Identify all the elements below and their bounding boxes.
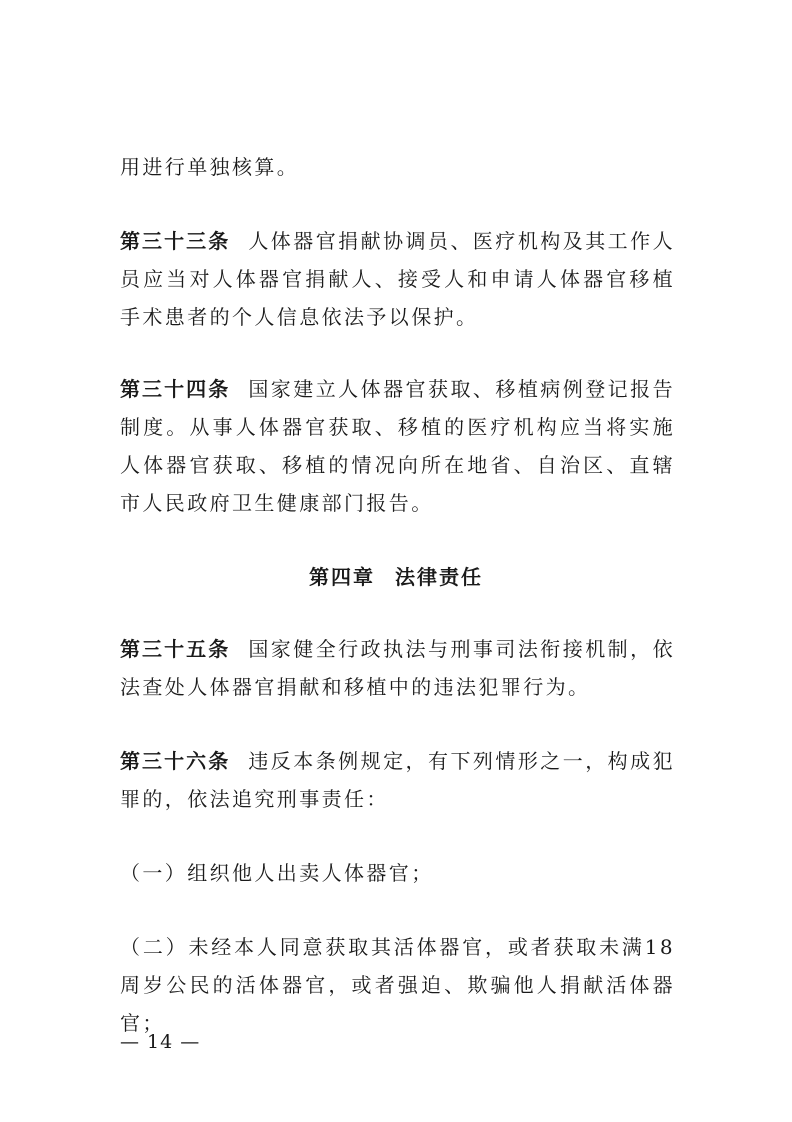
list-item-1 bbox=[120, 854, 675, 892]
article-title: 第三十六条 bbox=[120, 749, 231, 773]
list-item-2 bbox=[120, 928, 675, 1042]
paragraph-text: 用进行单独核算。 bbox=[120, 155, 300, 179]
article-text: 国家健全行政执法与刑事司法衔接机制，依法查处人体器官捐献和移植中的违法犯罪行为。 bbox=[120, 637, 676, 699]
list-item-text: （二）未经本人同意获取其活体器官，或者获取未满18周岁公民的活体器官，或者强迫、欺骗他人捐献活体器官； bbox=[120, 935, 675, 1035]
article-text: 违反本条例规定，有下列情形之一，构成犯罪的，依法追究刑事责任： bbox=[120, 749, 676, 811]
article-33 bbox=[120, 222, 675, 336]
article-title: 第三十五条 bbox=[120, 637, 231, 661]
article-35 bbox=[120, 630, 675, 706]
article-34 bbox=[120, 370, 675, 522]
article-title: 第三十四条 bbox=[120, 377, 231, 401]
chapter-name: 法律责任 bbox=[395, 565, 483, 589]
article-text: 人体器官捐献协调员、医疗机构及其工作人员应当对人体器官捐献人、接受人和申请人体器官移植手术患者的个人信息依法予以保护。 bbox=[120, 229, 676, 329]
chapter-number: 第四章 bbox=[309, 565, 375, 589]
article-36 bbox=[120, 742, 675, 818]
article-text: 国家建立人体器官获取、移植病例登记报告制度。从事人体器官获取、移植的医疗机构应当将实施人体器官获取、移植的情况向所在地省、自治区、直辖市人民政府卫生健康部门报告。 bbox=[120, 377, 676, 515]
page-number: — 14 — bbox=[120, 1031, 201, 1053]
chapter-heading bbox=[0, 558, 792, 596]
paragraph-continuation bbox=[120, 148, 675, 186]
article-title: 第三十三条 bbox=[120, 229, 231, 253]
list-item-text: （一）组织他人出卖人体器官； bbox=[120, 861, 434, 885]
